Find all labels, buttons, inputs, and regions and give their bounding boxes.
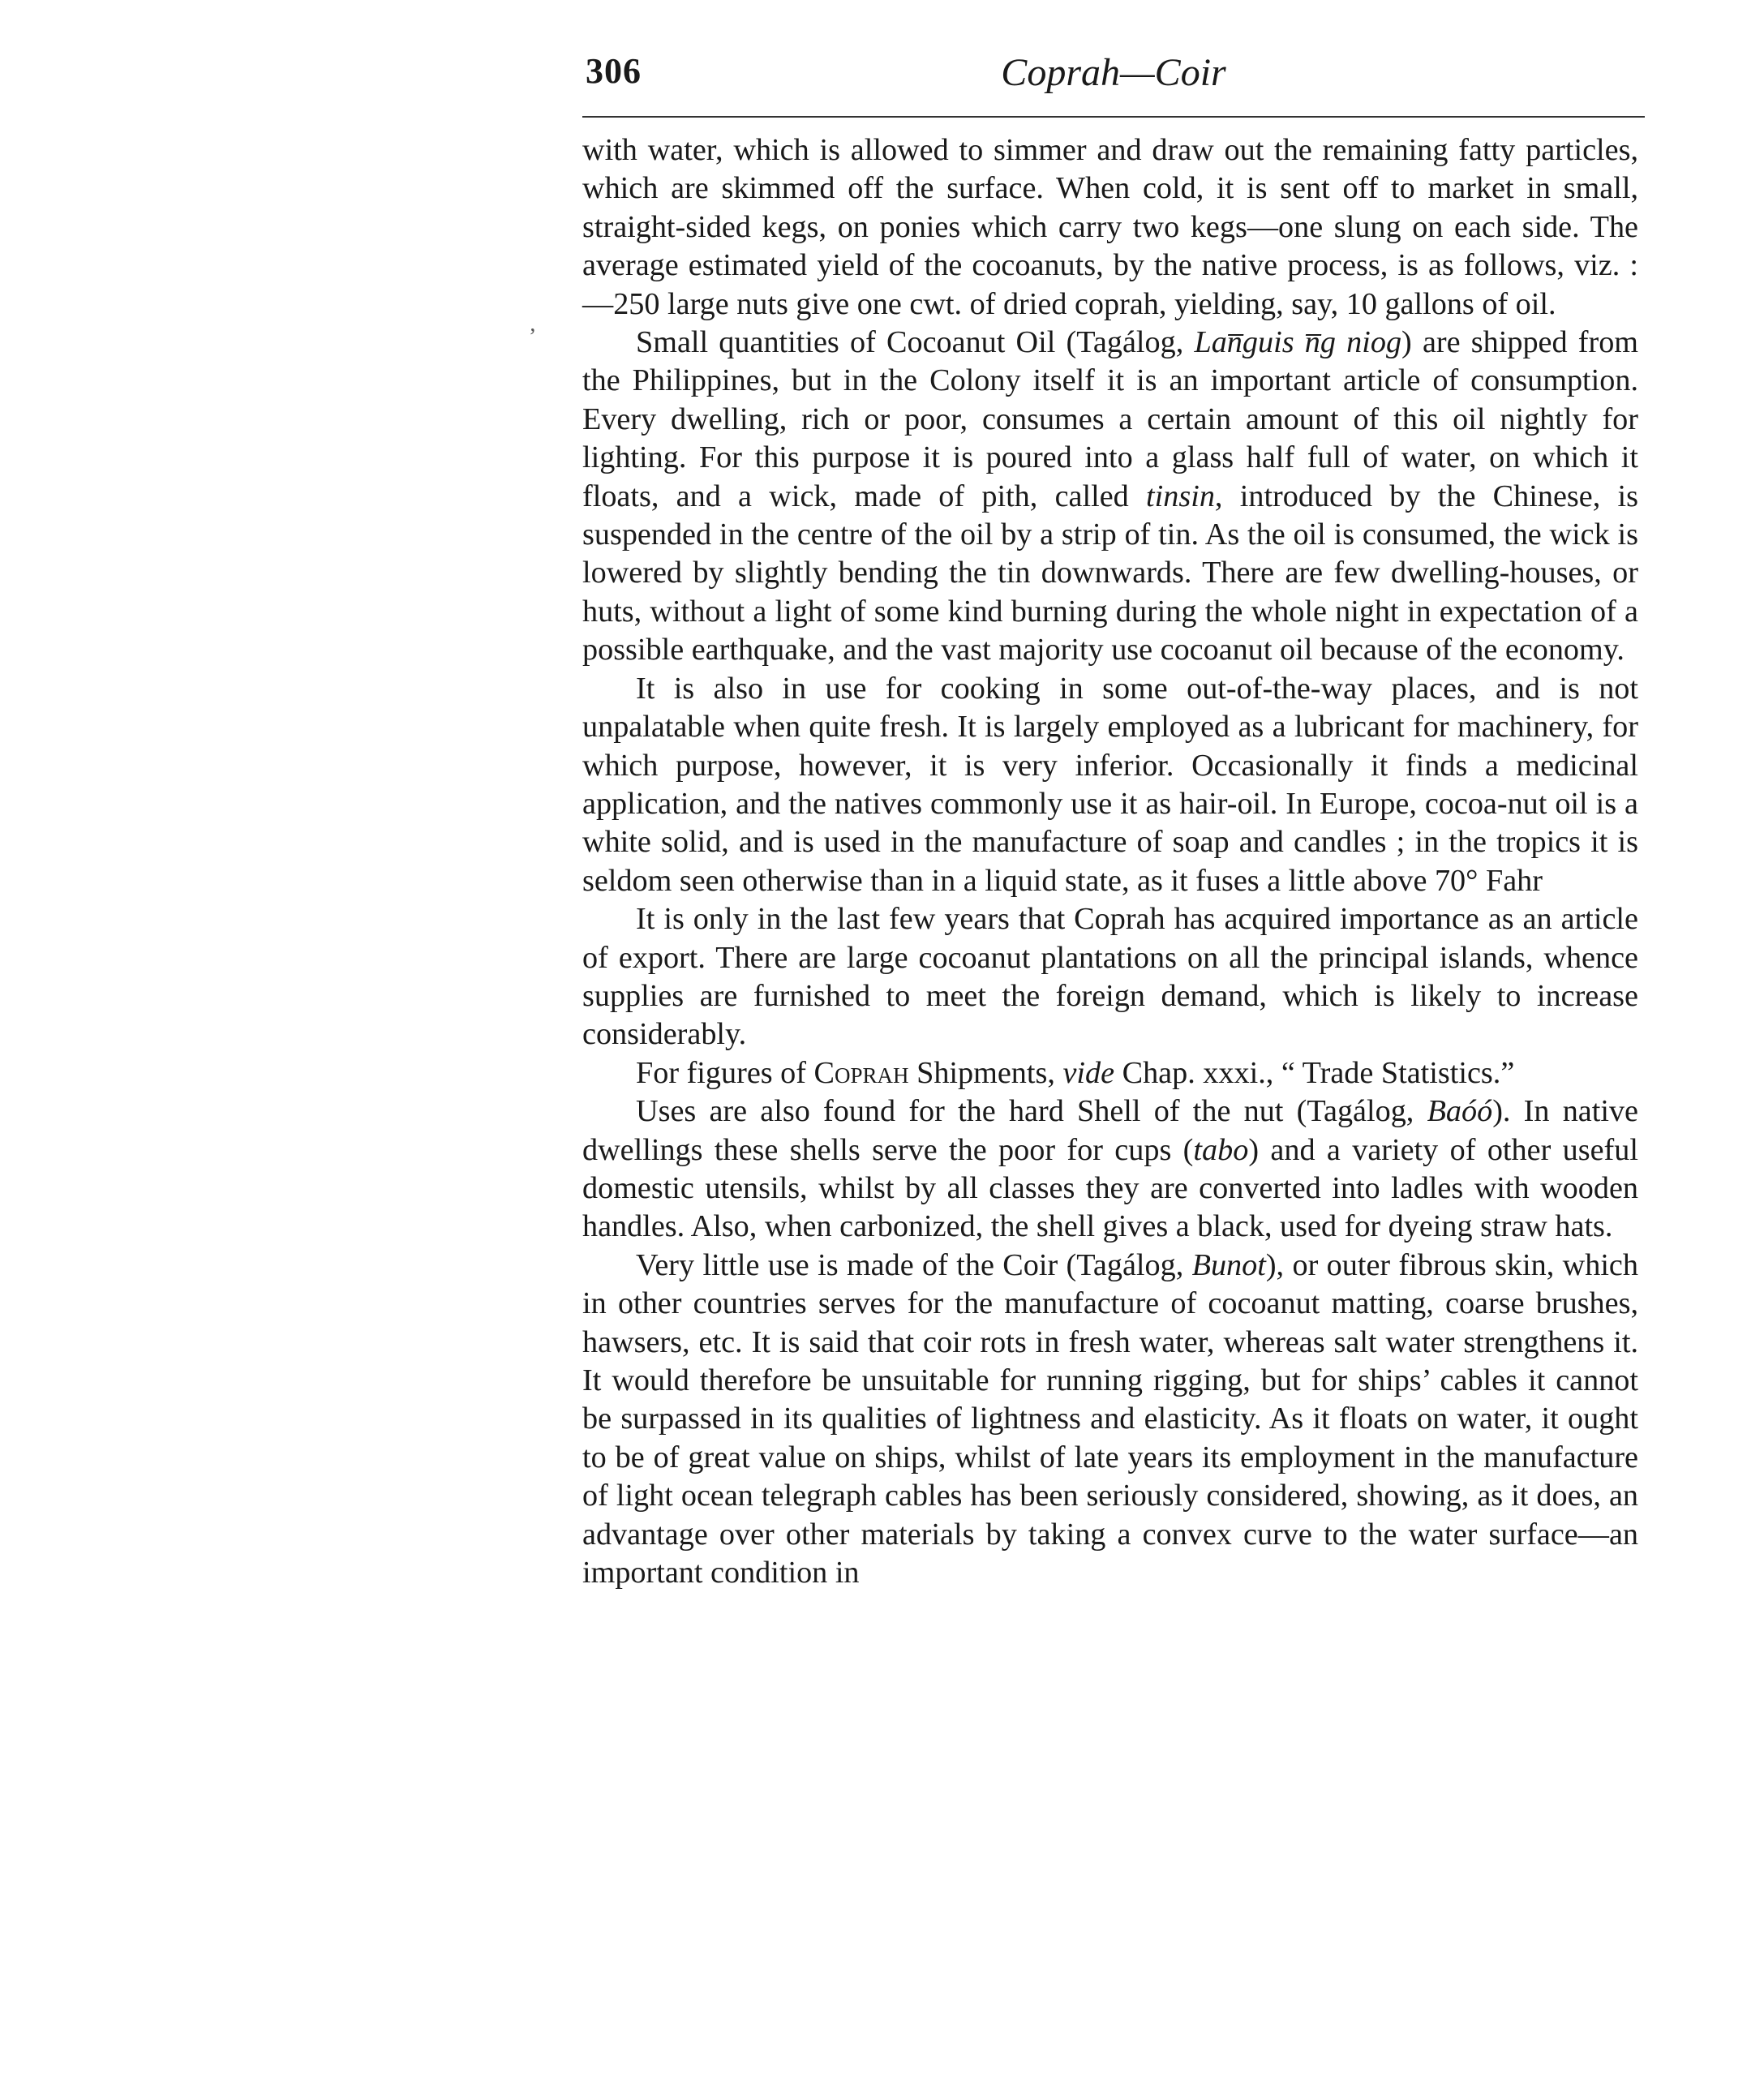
- text-run: It is only in the last few years that Coprah has acquired importance as an article of export. There are large cocoanut plantations on all the principal islands, whence supplies are furnished to meet the foreign demand, which is likely to increase considerably.: [582, 902, 1638, 1052]
- italic-text: Baóó: [1427, 1094, 1493, 1129]
- paragraph: [582, 1054, 1638, 1092]
- text-run: with water, which is allowed to simmer and draw out the remaining fatty particles, which are skimmed off the surface. When cold, it is sent off to market in small, straight-sided kegs, on ponies which carry two kegs—one slung on each side. The average estimated yield of the cocoanuts, by the native process, is as follows, viz. :—250 large nuts give one cwt. of dried coprah, yielding, say, 10 gallons of oil.: [582, 133, 1638, 321]
- text-run: Shipments,: [908, 1055, 1063, 1090]
- text-run: Uses are also found for the hard Shell of the nut (Tagálog,: [636, 1094, 1427, 1129]
- italic-text: tabo: [1193, 1132, 1249, 1167]
- italic-text: vide: [1062, 1055, 1115, 1090]
- paragraph: [582, 131, 1638, 324]
- body-text: [582, 131, 1638, 1592]
- running-title: Coprah—Coir: [1001, 51, 1226, 94]
- paragraph: [582, 670, 1638, 900]
- text-run: ) and a variety of other useful domestic utensils, whilst by all classes they are converted into ladles with wooden handles. Also, when carbonized, the shell gives a black, used for dyeing straw hats.: [582, 1132, 1638, 1244]
- text-run: ), or outer fibrous skin, which in other countries serves for the manufacture of cocoanut matting, coarse brushes, hawsers, etc. It is said that coir rots in fresh water, whereas salt water strengthens it. It would therefore be unsuitable for running rigging, but for ships’ cables it cannot be surpassed in its qualities of lightness and elasticity. As it floats on water, it ought to be of great value on ships, whilst of late years its employment in the manufacture of light ocean telegraph cables has been seriously considered, showing, as it does, an advantage over other materials by taking a convex curve to the water surface—an important condition in: [582, 1247, 1638, 1590]
- small-caps-text: Coprah: [813, 1055, 909, 1090]
- page-number: 306: [586, 51, 642, 91]
- italic-text: Lan̅guis n̅g niog: [1194, 325, 1402, 360]
- paragraph: [582, 1092, 1638, 1247]
- text-run: ). In native dwellings these shells serve the poor for cups (: [582, 1094, 1638, 1167]
- text-run: Chap. xxxi., “ Trade Statistics.”: [1114, 1055, 1515, 1090]
- margin-mark: ‚: [529, 311, 537, 337]
- paragraph: [582, 324, 1638, 670]
- paragraph: [582, 1247, 1638, 1593]
- italic-text: Bunot: [1191, 1247, 1266, 1282]
- italic-text: tinsin: [1146, 479, 1215, 513]
- text-run: Small quantities of Cocoanut Oil (Tagálog,: [636, 325, 1195, 360]
- text-run: For figures of: [636, 1055, 814, 1090]
- text-run: It is also in use for cooking in some out-of-the-way places, and is not unpalatable when quite fresh. It is largely employed as a lubricant for machinery, for which purpose, however, it is very inferior. Occasionally it finds a medicinal application, and the natives commonly use it as hair-oil. In Europe, cocoa-nut oil is a white solid, and is used in the manufacture of soap and candles ; in the tropics it is seldom seen otherwise than in a liquid state, as it fuses a little above 70° Fahr: [582, 671, 1638, 898]
- text-run: Very little use is made of the Coir (Tagálog,: [636, 1247, 1192, 1282]
- text-run: , introduced by the Chinese, is suspended in the centre of the oil by a strip of tin. As the oil is consumed, the wick is lowered by slightly bending the tin downwards. There are few dwelling-houses, or huts, without a light of some kind burning during the whole night in expectation of a possible earthquake, and the vast majority use cocoanut oil because of the economy.: [582, 479, 1638, 667]
- page-header: [582, 50, 1645, 115]
- paragraph: [582, 900, 1638, 1054]
- text-run: ) are shipped from the Philippines, but in the Colony itself it is an important article of consumption. Every dwelling, rich or poor, consumes a certain amount of this oil nightly for lighting. For this purpose it is poured into a glass half full of water, on which it floats, and a wick, made of pith, called: [582, 325, 1639, 513]
- header-rule: [582, 116, 1645, 118]
